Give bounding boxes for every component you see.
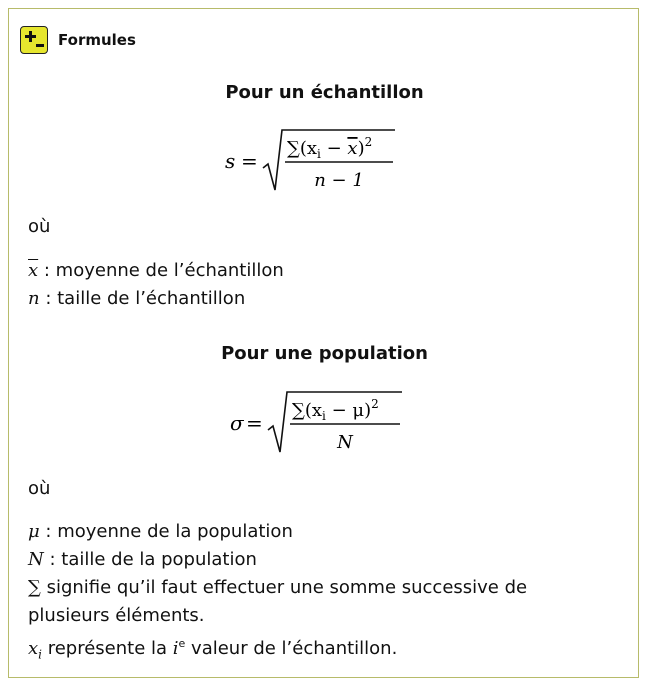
population-def-mu: μ : moyenne de la population — [28, 521, 293, 542]
plus-minus-icon — [20, 26, 48, 54]
panel-header — [20, 24, 136, 56]
sample-formula — [0, 124, 649, 200]
panel-title: Formules — [58, 31, 136, 49]
sample-ou: où — [28, 216, 51, 237]
population-ou: où — [28, 478, 51, 499]
population-heading: Pour une population — [221, 343, 428, 364]
sample-def-xbar: $\overline{x}$ : moyenne de l’échantillon — [28, 260, 284, 281]
sum-note-continued: plusieurs éléments. — [28, 605, 205, 626]
population-num: $\sum(x_i - \mu)^2$ — [291, 397, 379, 423]
sum-note: ∑ signifie qu’il faut effectuer une somme successive de — [28, 577, 528, 598]
population-formula — [0, 386, 649, 462]
population-eq: = — [245, 411, 263, 435]
sample-lhs: s — [224, 149, 235, 173]
population-lhs: σ — [229, 411, 244, 435]
sample-heading: Pour un échantillon — [225, 82, 424, 103]
sample-den: n − 1 — [313, 170, 364, 191]
sample-def-n: n : taille de l’échantillon — [28, 288, 246, 309]
population-def-N: N : taille de la population — [28, 549, 257, 570]
xi-note: $x_i$ représente la $i^e$ valeur de l’échantillon. — [28, 637, 398, 662]
sample-num: $\sum(x_i - x)^2$ — [286, 135, 372, 161]
sample-eq: = — [240, 149, 258, 173]
population-den: N — [336, 432, 353, 453]
